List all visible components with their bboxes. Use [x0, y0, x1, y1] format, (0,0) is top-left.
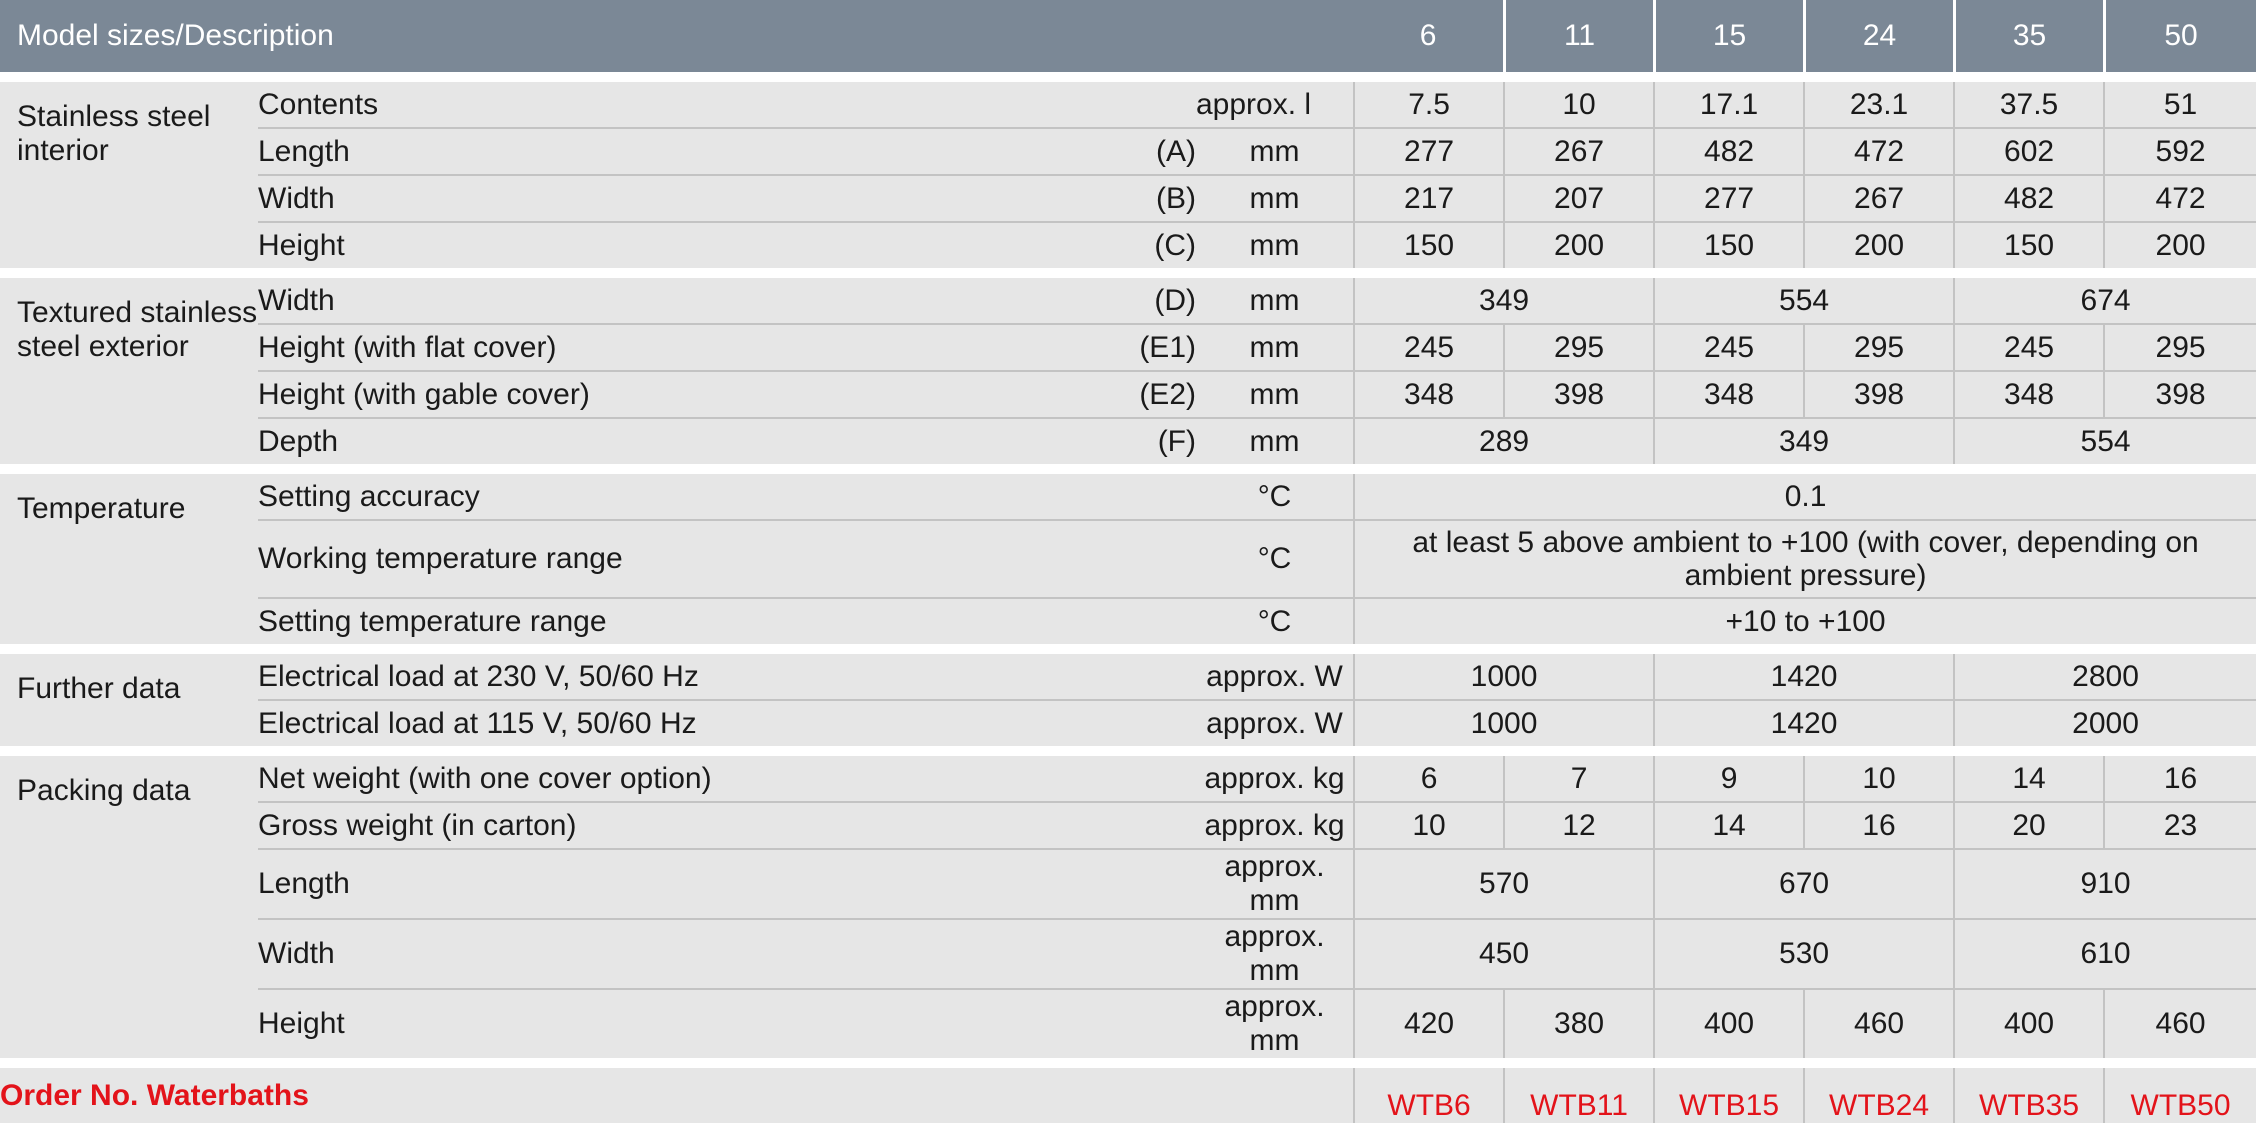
value-cell: 200 [1803, 221, 1953, 268]
unit-label: mm [1196, 417, 1353, 464]
order-number: WTB24 [1803, 1068, 1953, 1123]
value-cell: 150 [1353, 221, 1503, 268]
value-cell: 16 [2103, 756, 2256, 801]
value-cell: 10 [1353, 801, 1503, 848]
unit-label: °C [1196, 519, 1353, 597]
value-cell: 349 [1353, 278, 1653, 323]
parameter-label: Height [258, 988, 1038, 1058]
unit-label: approx. kg [1196, 801, 1353, 848]
value-cell: 295 [1503, 323, 1653, 370]
value-cell: 348 [1653, 370, 1803, 417]
parameter-label: Setting accuracy [258, 474, 1038, 519]
value-cell: 200 [2103, 221, 2256, 268]
value-cell: 23 [2103, 801, 2256, 848]
parameter-label: Net weight (with one cover option) [258, 756, 1038, 801]
header-description: Model sizes/Description [0, 0, 1353, 72]
value-cell: 674 [1953, 278, 2256, 323]
value-cell: 10 [1503, 82, 1653, 127]
value-cell: 267 [1803, 174, 1953, 221]
value-cell: 277 [1353, 127, 1503, 174]
table-row [0, 848, 2256, 918]
parameter-label: Electrical load at 230 V, 50/60 Hz [258, 654, 1038, 699]
unit-label: approx. W [1196, 699, 1353, 746]
value-cell: 207 [1503, 174, 1653, 221]
value-cell: 2000 [1953, 699, 2256, 746]
order-number: WTB6 [1353, 1068, 1503, 1123]
order-number: WTB15 [1653, 1068, 1803, 1123]
reference-label: (C) [1038, 221, 1196, 268]
order-row [0, 1068, 2256, 1123]
order-number: WTB35 [1953, 1068, 2103, 1123]
value-cell: 23.1 [1803, 82, 1953, 127]
value-cell: 398 [1503, 370, 1653, 417]
value-cell: 1420 [1653, 699, 1953, 746]
value-cell: 267 [1503, 127, 1653, 174]
unit-label: approx. mm [1196, 918, 1353, 988]
unit-label: mm [1196, 127, 1353, 174]
value-cell: 400 [1653, 988, 1803, 1058]
header-model: 35 [1953, 0, 2103, 72]
reference-label [1038, 519, 1196, 597]
value-cell: 217 [1353, 174, 1503, 221]
value-cell: 245 [1953, 323, 2103, 370]
parameter-label: Width [258, 174, 1038, 221]
table-row [0, 519, 2256, 597]
order-label: Order No. Waterbaths [0, 1068, 1353, 1123]
order-number: WTB11 [1503, 1068, 1653, 1123]
parameter-label: Height (with flat cover) [258, 323, 1038, 370]
value-cell: 1000 [1353, 699, 1653, 746]
value-cell: 460 [1803, 988, 1953, 1058]
value-cell: 398 [2103, 370, 2256, 417]
header-model: 24 [1803, 0, 1953, 72]
unit-label: approx. l [1196, 82, 1353, 127]
value-cell: 2800 [1953, 654, 2256, 699]
value-cell: 398 [1803, 370, 1953, 417]
unit-label: approx. mm [1196, 988, 1353, 1058]
value-cell: 348 [1353, 370, 1503, 417]
value-cell: 12 [1503, 801, 1653, 848]
group-label: Temperature [0, 474, 258, 644]
value-cell: 554 [1653, 278, 1953, 323]
value-cell: 348 [1953, 370, 2103, 417]
value-cell: 0.1 [1353, 474, 2256, 519]
table-row [0, 801, 2256, 848]
reference-label [1038, 699, 1196, 746]
value-cell: 554 [1953, 417, 2256, 464]
parameter-label: Electrical load at 115 V, 50/60 Hz [258, 699, 1038, 746]
table-row [0, 370, 2256, 417]
reference-label: (E2) [1038, 370, 1196, 417]
value-cell: +10 to +100 [1353, 597, 2256, 644]
value-cell: 472 [2103, 174, 2256, 221]
value-cell: 1000 [1353, 654, 1653, 699]
order-number: WTB50 [2103, 1068, 2256, 1123]
value-cell: 51 [2103, 82, 2256, 127]
reference-label [1038, 474, 1196, 519]
parameter-label: Contents [258, 82, 1038, 127]
value-cell: 482 [1953, 174, 2103, 221]
reference-label: (A) [1038, 127, 1196, 174]
reference-label [1038, 988, 1196, 1058]
value-cell: 245 [1653, 323, 1803, 370]
value-cell: 460 [2103, 988, 2256, 1058]
value-cell: 295 [1803, 323, 1953, 370]
value-cell: 530 [1653, 918, 1953, 988]
unit-label: approx. W [1196, 654, 1353, 699]
value-cell: 14 [1653, 801, 1803, 848]
reference-label: (F) [1038, 417, 1196, 464]
parameter-label: Width [258, 918, 1038, 988]
value-cell: 670 [1653, 848, 1953, 918]
table-row [0, 756, 2256, 801]
table-row [0, 323, 2256, 370]
value-cell: 9 [1653, 756, 1803, 801]
value-cell: 592 [2103, 127, 2256, 174]
table-row [0, 597, 2256, 644]
reference-label [1038, 918, 1196, 988]
value-cell: 380 [1503, 988, 1653, 1058]
unit-label: approx. mm [1196, 848, 1353, 918]
value-cell: 289 [1353, 417, 1653, 464]
group-label: Stainless steel interior [0, 82, 258, 268]
value-cell: at least 5 above ambient to +100 (with cover, depending on ambient pressure) [1353, 519, 2256, 597]
value-cell: 349 [1653, 417, 1953, 464]
table-row [0, 918, 2256, 988]
reference-label [1038, 654, 1196, 699]
table-row [0, 82, 2256, 127]
parameter-label: Gross weight (in carton) [258, 801, 1038, 848]
value-cell: 37.5 [1953, 82, 2103, 127]
header-model: 6 [1353, 0, 1503, 72]
reference-label [1038, 597, 1196, 644]
reference-label: (E1) [1038, 323, 1196, 370]
reference-label: (B) [1038, 174, 1196, 221]
value-cell: 610 [1953, 918, 2256, 988]
group-label: Further data [0, 654, 258, 746]
table-row [0, 654, 2256, 699]
parameter-label: Working temperature range [258, 519, 1038, 597]
value-cell: 6 [1353, 756, 1503, 801]
table-row [0, 127, 2256, 174]
header-model: 11 [1503, 0, 1653, 72]
value-cell: 482 [1653, 127, 1803, 174]
reference-label [1038, 82, 1196, 127]
value-cell: 400 [1953, 988, 2103, 1058]
table-row [0, 699, 2256, 746]
parameter-label: Length [258, 848, 1038, 918]
table-row [0, 988, 2256, 1058]
table-row [0, 221, 2256, 268]
value-cell: 450 [1353, 918, 1653, 988]
unit-label: °C [1196, 474, 1353, 519]
value-cell: 16 [1803, 801, 1953, 848]
value-cell: 7 [1503, 756, 1653, 801]
value-cell: 602 [1953, 127, 2103, 174]
unit-label: approx. kg [1196, 756, 1353, 801]
value-cell: 17.1 [1653, 82, 1803, 127]
group-label: Packing data [0, 756, 258, 1058]
parameter-label: Setting temperature range [258, 597, 1038, 644]
table-row [0, 278, 2256, 323]
value-cell: 295 [2103, 323, 2256, 370]
reference-label [1038, 801, 1196, 848]
table-row [0, 474, 2256, 519]
value-cell: 200 [1503, 221, 1653, 268]
value-cell: 7.5 [1353, 82, 1503, 127]
value-cell: 910 [1953, 848, 2256, 918]
unit-label: mm [1196, 221, 1353, 268]
unit-label: °C [1196, 597, 1353, 644]
parameter-label: Depth [258, 417, 1038, 464]
header-row [0, 0, 2256, 72]
value-cell: 245 [1353, 323, 1503, 370]
table-row [0, 174, 2256, 221]
unit-label: mm [1196, 278, 1353, 323]
unit-label: mm [1196, 174, 1353, 221]
value-cell: 14 [1953, 756, 2103, 801]
value-cell: 20 [1953, 801, 2103, 848]
value-cell: 150 [1653, 221, 1803, 268]
table-row [0, 417, 2256, 464]
reference-label: (D) [1038, 278, 1196, 323]
value-cell: 420 [1353, 988, 1503, 1058]
parameter-label: Length [258, 127, 1038, 174]
group-label: Textured stainless steel exterior [0, 278, 258, 464]
header-model: 15 [1653, 0, 1803, 72]
reference-label [1038, 756, 1196, 801]
value-cell: 472 [1803, 127, 1953, 174]
value-cell: 10 [1803, 756, 1953, 801]
value-cell: 150 [1953, 221, 2103, 268]
reference-label [1038, 848, 1196, 918]
unit-label: mm [1196, 370, 1353, 417]
unit-label: mm [1196, 323, 1353, 370]
parameter-label: Width [258, 278, 1038, 323]
parameter-label: Height (with gable cover) [258, 370, 1038, 417]
value-cell: 277 [1653, 174, 1803, 221]
value-cell: 570 [1353, 848, 1653, 918]
parameter-label: Height [258, 221, 1038, 268]
value-cell: 1420 [1653, 654, 1953, 699]
header-model: 50 [2103, 0, 2256, 72]
